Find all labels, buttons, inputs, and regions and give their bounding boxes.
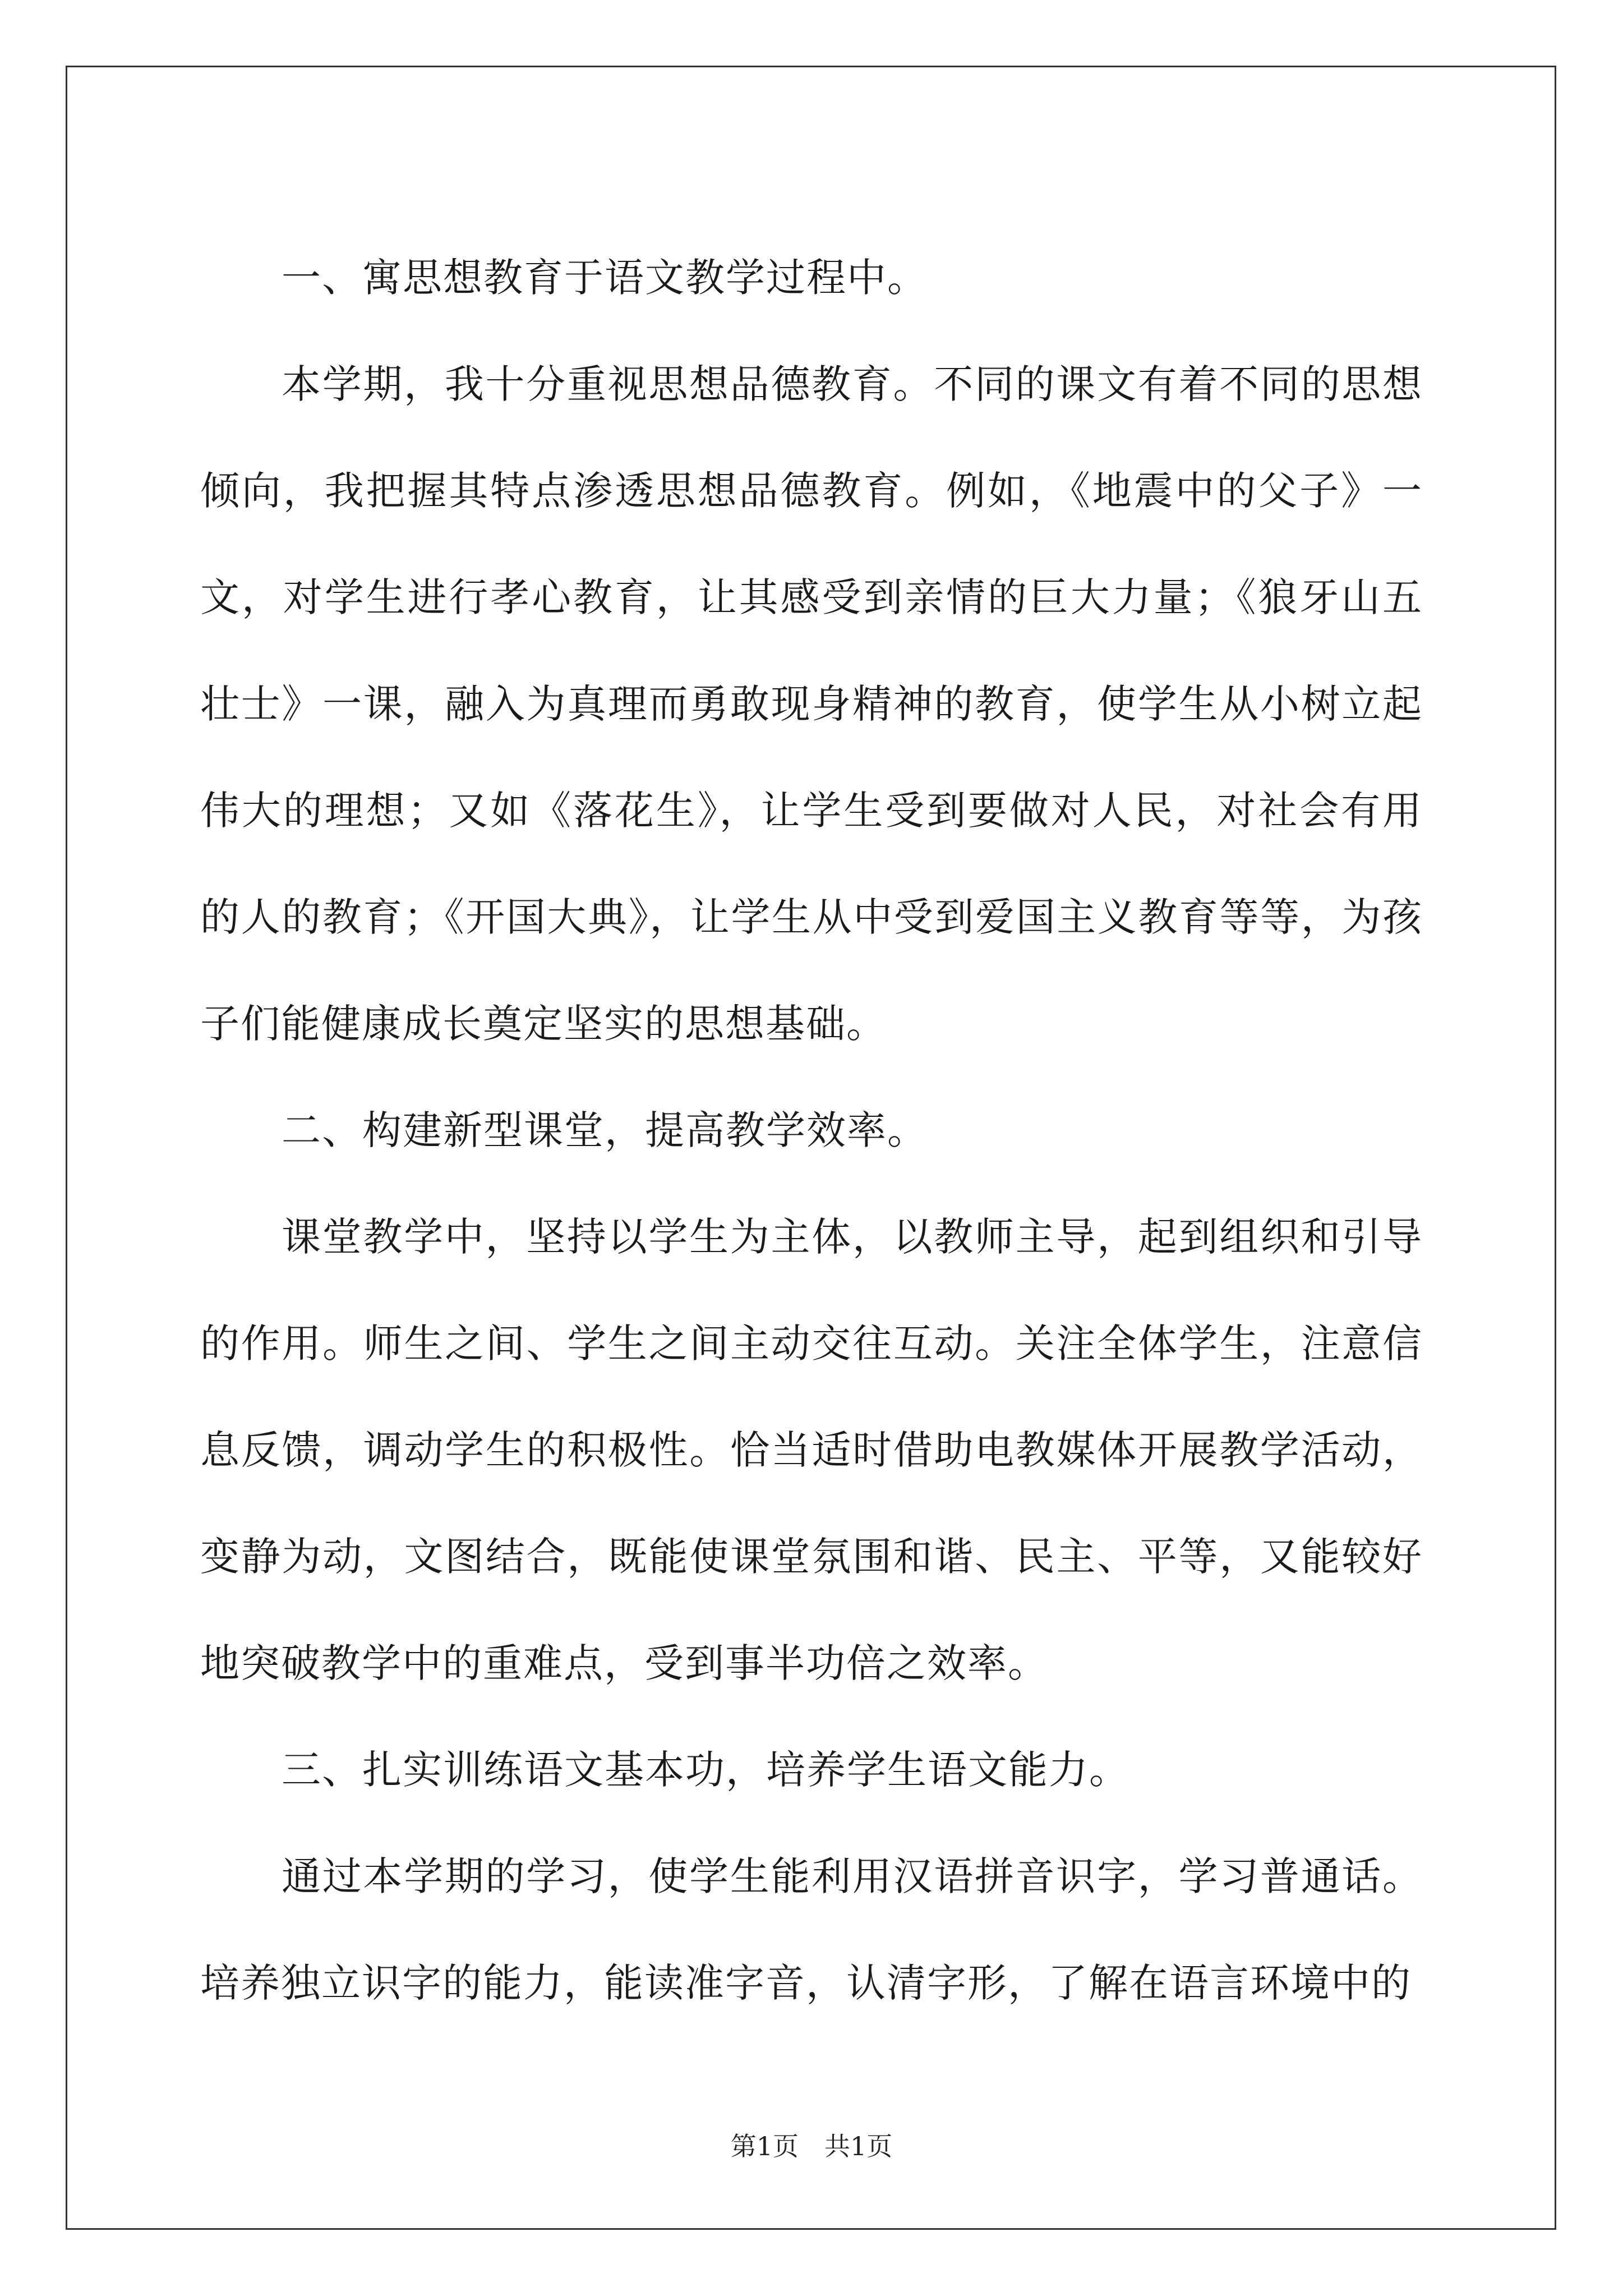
heading-section-3: 三、扎实训练语文基本功，培养学生语文能力。 [282, 1747, 1129, 1793]
heading-section-1: 一、寓思想教育于语文教学过程中。 [282, 255, 928, 301]
paragraph-basic-skills: 通过本学期的学习，使学生能利用汉语拼音识字，学习普通话。培养独立识字的能力，能读准字音，认清字形，了解在语言环境中的 [200, 1853, 1423, 2006]
page-number: 第1页 共1页 [730, 2131, 893, 2161]
paragraph-moral-education: 本学期，我十分重视思想品德教育。不同的课文有着不同的思想倾向，我把握其特点渗透思想品德教育。例如，《地震中的父子》一文，对学生进行孝心教育，让其感受到亲情的巨大力量；《狼牙山五壮士》一课，融入为真理而勇敢现身精神的教育，使学生从小树立起伟大的理想；又如《落花生》，让学生受到要做对人民，对社会有用的人的教育；《开国大典》，让学生从中受到爱国主义教育等等，为孩子们能健康成长奠定坚实的思想基础。 [200, 361, 1423, 1047]
paragraph-classroom: 课堂教学中，坚持以学生为主体，以教师主导，起到组织和引导的作用。师生之间、学生之间主动交往互动。关注全体学生，注意信息反馈，调动学生的积极性。恰当适时借助电教媒体开展教学活动，变静为动，文图结合，既能使课堂氛围和谐、民主、平等，又能较好地突破教学中的重难点，受到事半功倍之效率。 [200, 1214, 1423, 1686]
heading-section-2: 二、构建新型课堂，提高教学效率。 [282, 1107, 928, 1153]
document-body [200, 224, 1423, 2036]
